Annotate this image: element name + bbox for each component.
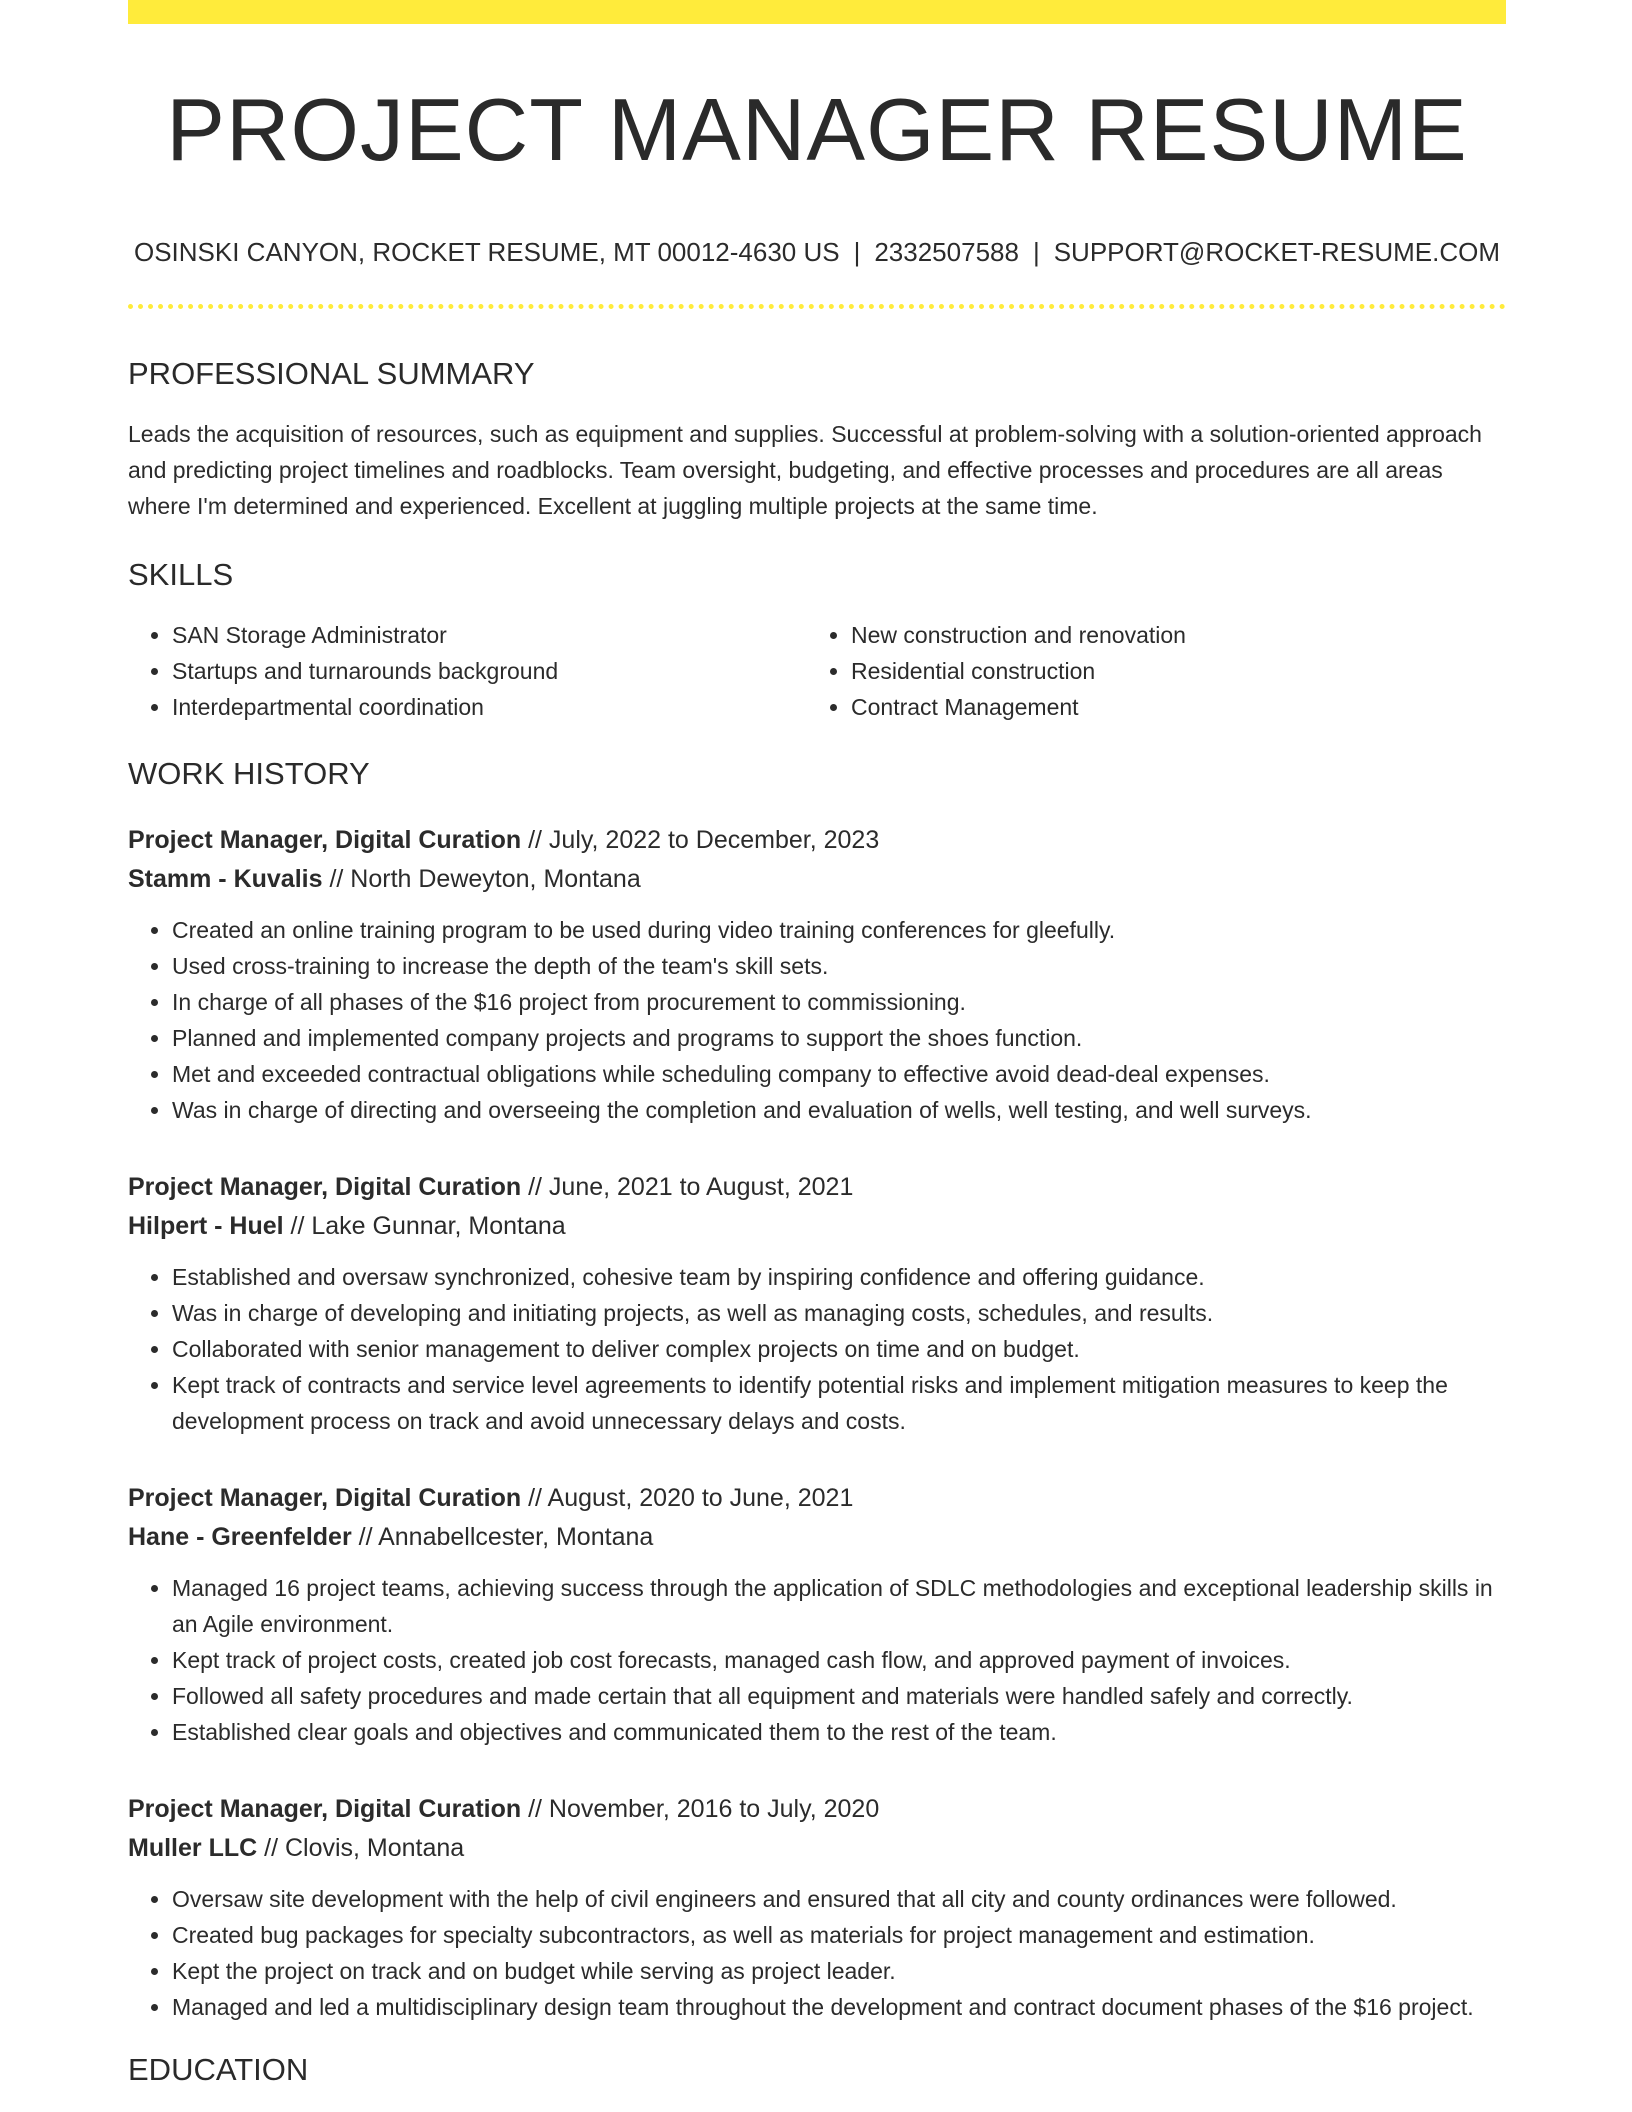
contact-phone: 2332507588 bbox=[874, 236, 1019, 267]
contact-separator: | bbox=[853, 236, 861, 267]
job-entry bbox=[128, 1168, 1506, 1439]
job-bullet: • Met and exceeded contractual obligations while scheduling company to effective avoid dead-deal expenses. bbox=[172, 1056, 1506, 1092]
summary-text: Leads the acquisition of resources, such as equipment and supplies. Successful at problem-solving with a solution-oriented approach and predicting project timelines and roadblocks. Team oversight, budgeting, and effective processes and procedures are all areas where I'm determined and experienced. Excellent at juggling multiple projects at the same time. bbox=[128, 421, 1482, 520]
job-bullet: • Collaborated with senior management to deliver complex projects on time and on budget. bbox=[172, 1331, 1506, 1367]
job-bullet: • Kept track of project costs, created job cost forecasts, managed cash flow, and approved payment of invoices. bbox=[172, 1642, 1506, 1678]
job-company-line bbox=[128, 860, 1506, 899]
job-bullets bbox=[128, 1570, 1506, 1750]
job-location: // Clovis, Montana bbox=[257, 1833, 465, 1862]
dotted-divider bbox=[128, 304, 1506, 309]
skill-item: • Startups and turnarounds background bbox=[172, 653, 807, 689]
job-role: Project Manager, Digital Curation bbox=[128, 825, 522, 854]
skills-list bbox=[128, 617, 1506, 725]
job-company: Hilpert - Huel bbox=[128, 1211, 284, 1240]
skill-item: • New construction and renovation bbox=[851, 617, 1486, 653]
job-bullet: • In charge of all phases of the $16 project from procurement to commissioning. bbox=[172, 984, 1506, 1020]
job-company: Muller LLC bbox=[128, 1833, 258, 1862]
job-bullets bbox=[128, 1881, 1506, 2025]
job-dates: // August, 2020 to June, 2021 bbox=[521, 1483, 854, 1512]
job-company-line bbox=[128, 1518, 1506, 1557]
resume-title: PROJECT MANAGER RESUME bbox=[166, 80, 1468, 179]
job-bullet: • Established and oversaw synchronized, cohesive team by inspiring confidence and offering guidance. bbox=[172, 1259, 1506, 1295]
job-company-line bbox=[128, 1207, 1506, 1246]
skills-column-left bbox=[128, 617, 807, 725]
skill-item: • Residential construction bbox=[851, 653, 1486, 689]
job-bullets bbox=[128, 912, 1506, 1128]
job-role-line bbox=[128, 1168, 1506, 1207]
job-bullet: • Oversaw site development with the help of civil engineers and ensured that all city and county ordinances were followed. bbox=[172, 1881, 1506, 1917]
job-entry bbox=[128, 1790, 1506, 2025]
contact-email: SUPPORT@ROCKET-RESUME.COM bbox=[1053, 236, 1501, 267]
job-company: Stamm - Kuvalis bbox=[128, 864, 323, 893]
job-role: Project Manager, Digital Curation bbox=[128, 1483, 522, 1512]
job-bullet: • Was in charge of directing and overseeing the completion and evaluation of wells, well testing, and well surveys. bbox=[172, 1092, 1506, 1128]
job-bullet: • Created bug packages for specialty subcontractors, as well as materials for project management and estimation. bbox=[172, 1917, 1506, 1953]
job-bullet: • Managed and led a multidisciplinary design team throughout the development and contract document phases of the $16 project. bbox=[172, 1989, 1506, 2025]
skill-item: • Contract Management bbox=[851, 689, 1486, 725]
job-bullet: • Was in charge of developing and initiating projects, as well as managing costs, schedules, and results. bbox=[172, 1295, 1506, 1331]
contact-address: OSINSKI CANYON, ROCKET RESUME, MT 00012-4630 US bbox=[133, 236, 840, 267]
job-bullet: • Kept the project on track and on budget while serving as project leader. bbox=[172, 1953, 1506, 1989]
job-role: Project Manager, Digital Curation bbox=[128, 1794, 522, 1823]
job-company: Hane - Greenfelder bbox=[128, 1522, 352, 1551]
job-role-line bbox=[128, 1479, 1506, 1518]
job-role-line bbox=[128, 1790, 1506, 1829]
job-dates: // November, 2016 to July, 2020 bbox=[521, 1794, 880, 1823]
job-bullet: • Managed 16 project teams, achieving success through the application of SDLC methodologies and exceptional leadership skills in an Agile environment. bbox=[172, 1570, 1506, 1642]
job-entry bbox=[128, 1479, 1506, 1750]
job-bullet: • Followed all safety procedures and made certain that all equipment and materials were handled safely and correctly. bbox=[172, 1678, 1506, 1714]
job-company-line bbox=[128, 1829, 1506, 1868]
contact-line bbox=[128, 237, 1506, 268]
job-entry bbox=[128, 821, 1506, 1128]
skills-column-right bbox=[807, 617, 1486, 725]
accent-top-bar bbox=[128, 0, 1506, 24]
job-bullet: • Established clear goals and objectives and communicated them to the rest of the team. bbox=[172, 1714, 1506, 1750]
job-bullet: • Used cross-training to increase the depth of the team's skill sets. bbox=[172, 948, 1506, 984]
job-location: // Annabellcester, Montana bbox=[351, 1522, 654, 1551]
job-bullet: • Created an online training program to be used during video training conferences for gleefully. bbox=[172, 912, 1506, 948]
education-heading: EDUCATION bbox=[128, 2051, 309, 2087]
job-role-line bbox=[128, 821, 1506, 860]
job-dates: // June, 2021 to August, 2021 bbox=[521, 1172, 854, 1201]
resume-page bbox=[128, 0, 1506, 2088]
job-bullet: • Kept track of contracts and service level agreements to identify potential risks and implement mitigation measures to keep the development process on track and avoid unnecessary delays and costs. bbox=[172, 1367, 1506, 1439]
skill-item: • SAN Storage Administrator bbox=[172, 617, 807, 653]
job-dates: // July, 2022 to December, 2023 bbox=[521, 825, 880, 854]
contact-separator: | bbox=[1032, 236, 1040, 267]
skill-item: • Interdepartmental coordination bbox=[172, 689, 807, 725]
job-role: Project Manager, Digital Curation bbox=[128, 1172, 522, 1201]
job-location: // Lake Gunnar, Montana bbox=[283, 1211, 566, 1240]
work-history-heading: WORK HISTORY bbox=[128, 756, 370, 792]
job-bullet: • Planned and implemented company projects and programs to support the shoes function. bbox=[172, 1020, 1506, 1056]
job-location: // North Deweyton, Montana bbox=[322, 864, 641, 893]
job-bullets bbox=[128, 1259, 1506, 1439]
summary-heading: PROFESSIONAL SUMMARY bbox=[128, 355, 535, 391]
skills-heading: SKILLS bbox=[128, 557, 234, 593]
